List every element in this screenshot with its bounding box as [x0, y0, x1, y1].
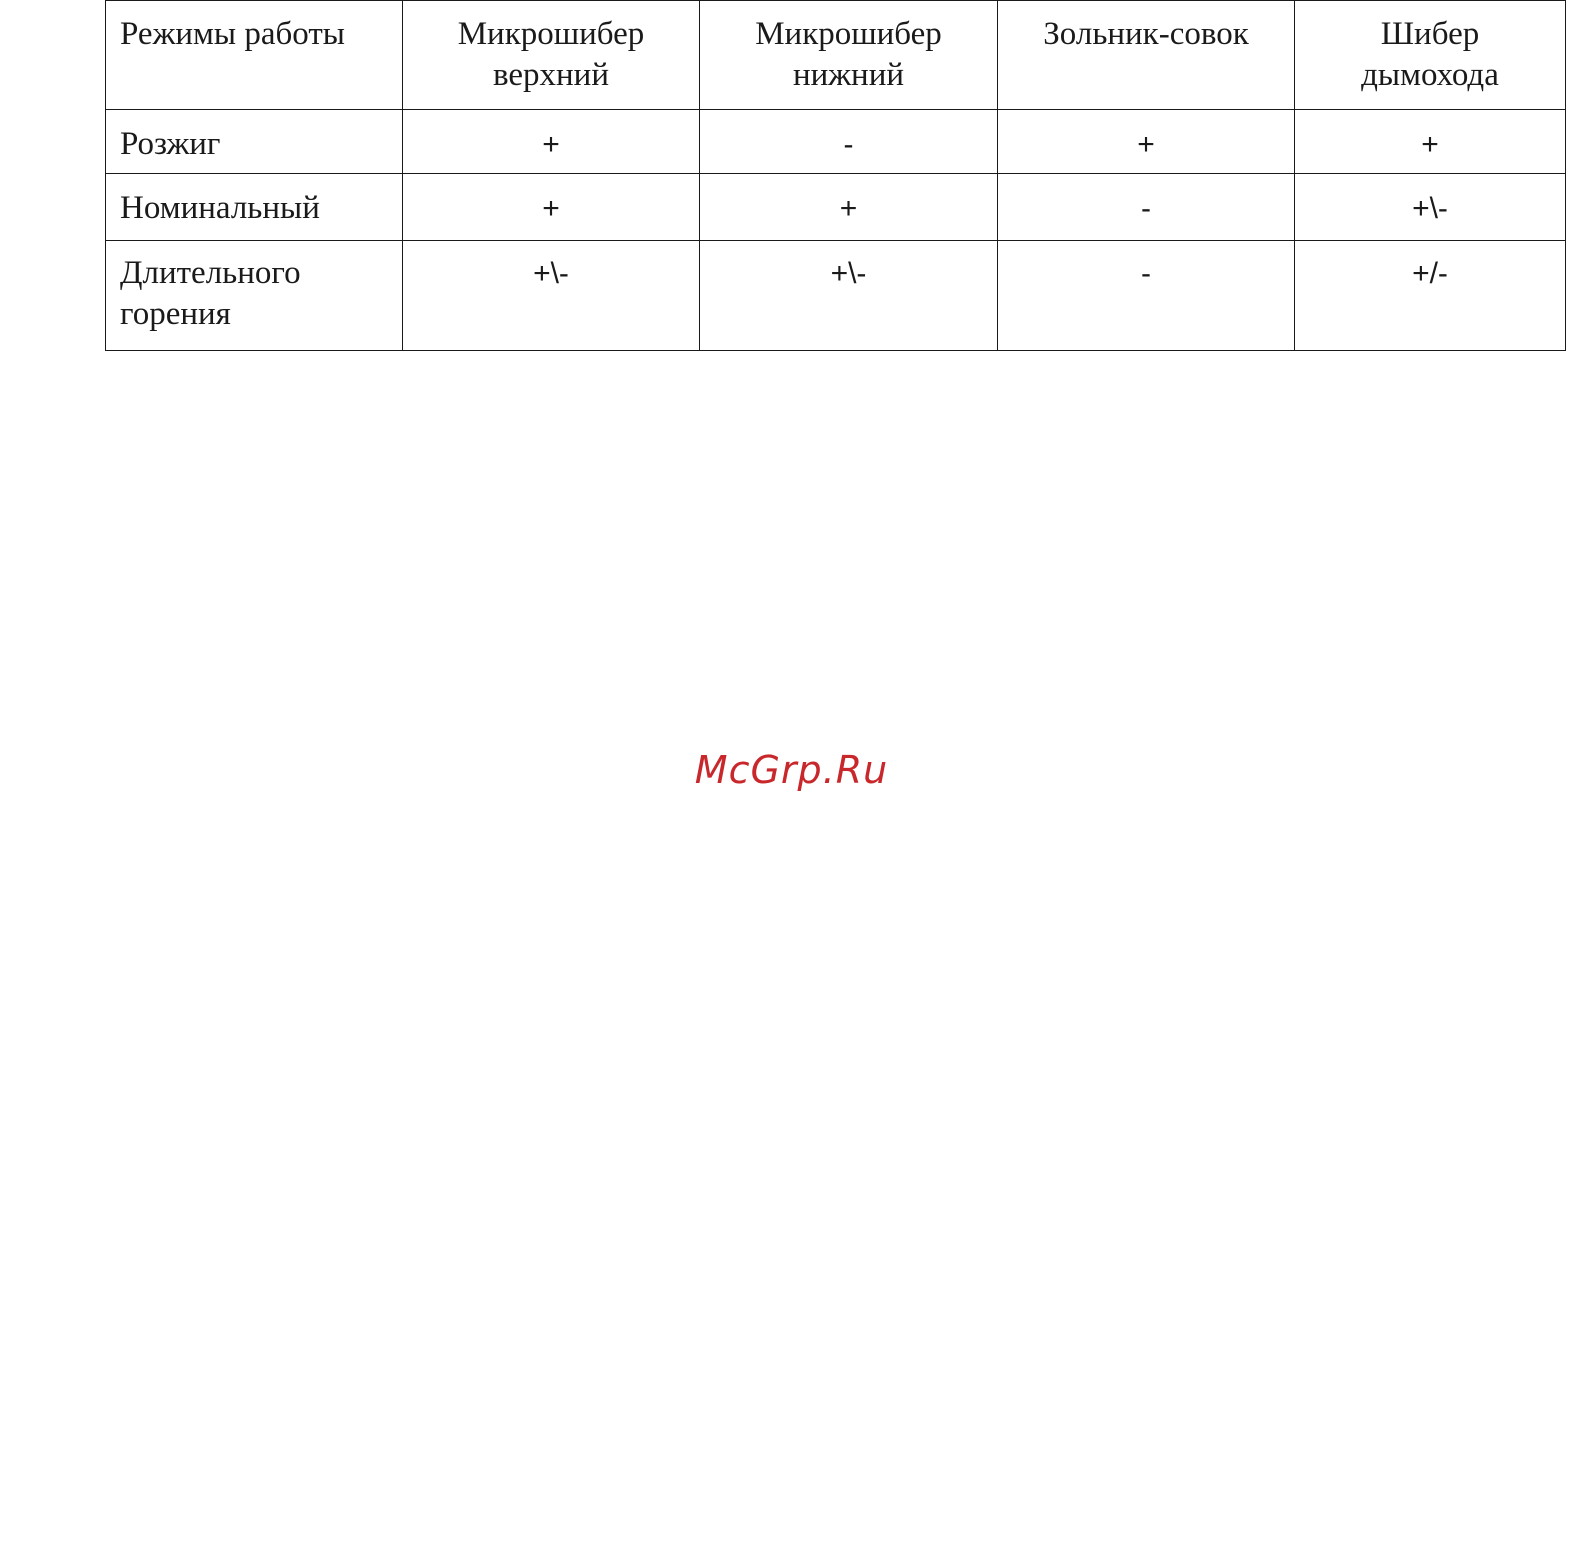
- value-cell: +: [700, 174, 998, 241]
- row-label-cell: [106, 110, 403, 174]
- table-row: [106, 110, 1566, 174]
- value-cell: +\-: [403, 241, 700, 351]
- value-cell: -: [998, 241, 1295, 351]
- value-cell: +/-: [1295, 241, 1566, 351]
- header-label: Зольник-совок: [1043, 16, 1249, 52]
- header-cell-lower-microdamper: [700, 1, 998, 110]
- header-label: Микрошибер верхний: [457, 16, 645, 93]
- header-cell-modes: [106, 1, 403, 110]
- value-cell: +: [403, 174, 700, 241]
- value-cell: +\-: [700, 241, 998, 351]
- value-cell: +: [403, 110, 700, 174]
- operating-modes-table: [105, 0, 1566, 351]
- header-cell-upper-microdamper: [403, 1, 700, 110]
- row-label-cell: [106, 241, 403, 351]
- table-row: [106, 241, 1566, 351]
- watermark: McGrp.Ru: [694, 748, 889, 792]
- row-label: Розжиг: [120, 126, 221, 162]
- header-label: Режимы работы: [120, 16, 345, 52]
- value-cell: -: [700, 110, 998, 174]
- value-cell: +\-: [1295, 174, 1566, 241]
- row-label-cell: [106, 174, 403, 241]
- row-label: Длительного горения: [120, 255, 301, 332]
- header-cell-ash-pan: [998, 1, 1295, 110]
- header-cell-chimney-damper: [1295, 1, 1566, 110]
- header-label: Микрошибер нижний: [755, 16, 942, 93]
- value-cell: -: [998, 174, 1295, 241]
- row-label: Номинальный: [120, 190, 320, 226]
- table-header-row: [106, 1, 1566, 110]
- table-row: [106, 174, 1566, 241]
- header-label: Шибер дымохода: [1361, 16, 1499, 93]
- value-cell: +: [998, 110, 1295, 174]
- value-cell: +: [1295, 110, 1566, 174]
